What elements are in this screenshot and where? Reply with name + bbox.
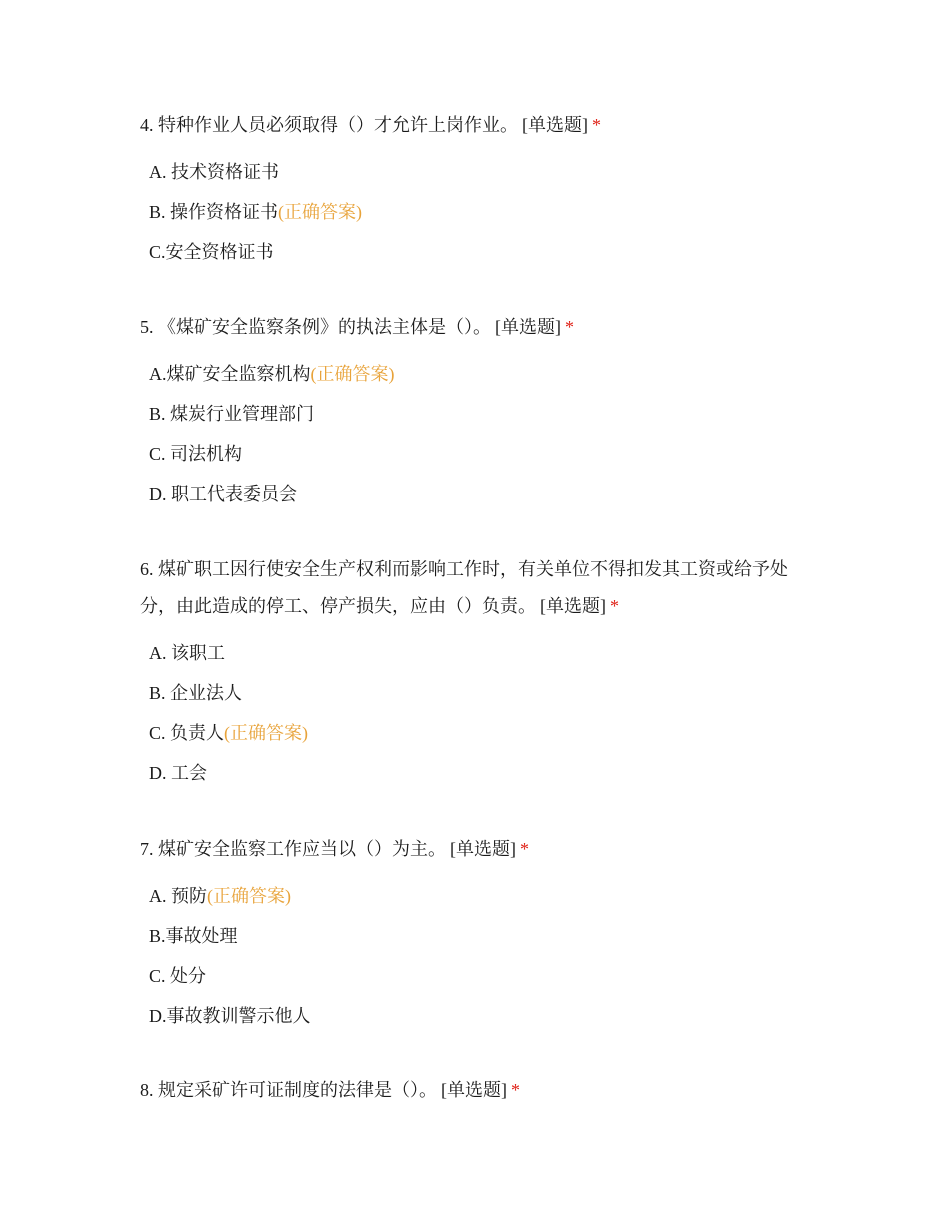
question-stem — [140, 1072, 820, 1109]
required-mark: * — [592, 115, 601, 135]
option-c[interactable] — [140, 232, 820, 272]
option-text: C. 负责人 — [149, 723, 225, 743]
question-type: [单选题] — [540, 596, 606, 616]
option-list — [140, 354, 820, 514]
question-text: 4. 特种作业人员必须取得（）才允许上岗作业。 — [140, 115, 518, 135]
option-text: B.事故处理 — [149, 926, 238, 946]
question-4 — [140, 107, 820, 272]
option-b[interactable] — [140, 673, 820, 713]
question-type: [单选题] — [441, 1080, 507, 1100]
correct-answer-tag: (正确答案) — [310, 364, 395, 384]
question-5 — [140, 309, 820, 514]
option-text: A.煤矿安全监察机构 — [149, 364, 311, 384]
option-text: B. 企业法人 — [149, 683, 243, 703]
option-b[interactable] — [140, 192, 820, 232]
question-type: [单选题] — [450, 839, 516, 859]
option-list — [140, 876, 820, 1036]
question-text: 7. 煤矿安全监察工作应当以（）为主。 — [140, 839, 446, 859]
option-d[interactable] — [140, 474, 820, 514]
question-type: [单选题] — [495, 317, 561, 337]
option-text: C. 司法机构 — [149, 444, 243, 464]
question-stem — [140, 831, 820, 868]
option-a[interactable] — [140, 152, 820, 192]
correct-answer-tag: (正确答案) — [224, 723, 309, 743]
correct-answer-tag: (正确答案) — [207, 886, 291, 906]
question-8 — [140, 1072, 820, 1109]
option-b[interactable] — [140, 916, 820, 956]
correct-answer-tag: (正确答案) — [278, 202, 363, 222]
option-text: D.事故教训警示他人 — [149, 1006, 311, 1026]
option-d[interactable] — [140, 753, 820, 793]
option-b[interactable] — [140, 394, 820, 434]
option-a[interactable] — [140, 633, 820, 673]
required-mark: * — [511, 1080, 520, 1100]
option-text: C.安全资格证书 — [149, 242, 274, 262]
option-text: D. 工会 — [149, 763, 207, 783]
question-stem — [140, 309, 820, 346]
option-text: D. 职工代表委员会 — [149, 484, 297, 504]
option-c[interactable] — [140, 713, 820, 753]
question-text: 6. 煤矿职工因行使安全生产权利而影响工作时，有关单位不得扣发其工资或给予处分，由此造成的停工、停产损失，应由（）负责。 — [140, 559, 788, 616]
question-7 — [140, 831, 820, 1036]
question-6 — [140, 551, 820, 793]
question-type: [单选题] — [522, 115, 588, 135]
option-text: A. 该职工 — [149, 643, 225, 663]
required-mark: * — [610, 596, 619, 616]
option-text: A. 技术资格证书 — [149, 162, 279, 182]
question-text: 8. 规定采矿许可证制度的法律是（）。 — [140, 1080, 437, 1100]
option-d[interactable] — [140, 996, 820, 1036]
option-text: B. 煤炭行业管理部门 — [149, 404, 315, 424]
option-list — [140, 633, 820, 793]
option-c[interactable] — [140, 434, 820, 474]
option-list — [140, 152, 820, 272]
question-text: 5. 《煤矿安全监察条例》的执法主体是（）。 — [140, 317, 491, 337]
question-stem — [140, 107, 820, 144]
required-mark: * — [520, 839, 529, 859]
option-c[interactable] — [140, 956, 820, 996]
option-a[interactable] — [140, 876, 820, 916]
option-text: C. 处分 — [149, 966, 207, 986]
required-mark: * — [565, 317, 574, 337]
option-a[interactable] — [140, 354, 820, 394]
option-text: A. 预防 — [149, 886, 207, 906]
question-stem — [140, 551, 820, 625]
option-text: B. 操作资格证书 — [149, 202, 279, 222]
